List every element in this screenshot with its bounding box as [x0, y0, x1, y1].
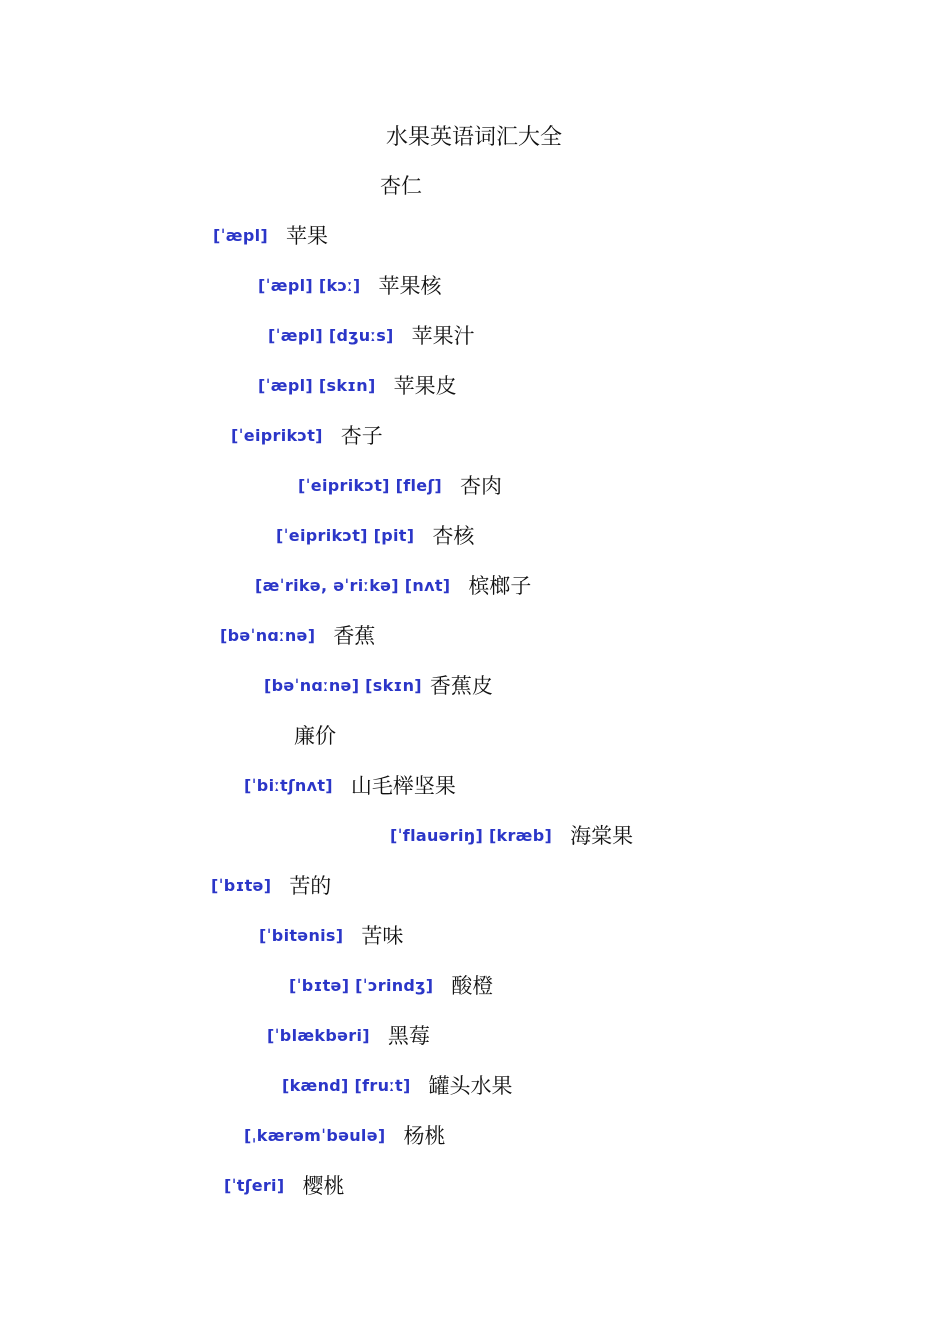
chinese-term: 香蕉: [333, 624, 376, 648]
list-item: [294, 720, 336, 750]
phonetic-transcription: [bəˈnɑːnə]: [220, 625, 316, 645]
phonetic-transcription: [ˈflauəriŋ] [kræb]: [390, 825, 553, 845]
chinese-term: 苹果核: [378, 274, 442, 298]
chinese-term: 杨桃: [403, 1124, 446, 1148]
chinese-term: 苦味: [361, 924, 404, 948]
phonetic-transcription: [ˈæpl]: [213, 225, 269, 245]
chinese-term: 槟榔子: [468, 574, 532, 598]
list-item: [258, 370, 457, 400]
chinese-term: 杏子: [340, 424, 383, 448]
list-item: [244, 770, 456, 800]
list-item: [213, 220, 328, 250]
list-item: [298, 470, 502, 500]
list-item: [258, 270, 442, 300]
phonetic-transcription: [ˈæpl] [dʒuːs]: [268, 325, 394, 345]
phonetic-transcription: [bəˈnɑːnə] [skɪn]: [264, 675, 422, 695]
chinese-term: 酸橙: [451, 974, 494, 998]
list-item: [276, 520, 474, 550]
list-item: [282, 1070, 513, 1100]
phonetic-transcription: [ˈeiprikɔt]: [231, 425, 323, 445]
list-item: [224, 1170, 344, 1200]
list-item: [268, 320, 475, 350]
phonetic-transcription: [ˈeiprikɔt] [fleʃ]: [298, 475, 442, 495]
phonetic-transcription: [kænd] [fruːt]: [282, 1075, 411, 1095]
phonetic-transcription: [ˈæpl] [kɔː]: [258, 275, 361, 295]
chinese-term: 黑莓: [387, 1024, 430, 1048]
chinese-term: 杏仁: [380, 174, 422, 198]
phonetic-transcription: [ˈbɪtə]: [211, 875, 272, 895]
phonetic-transcription: [ˈbɪtə] [ˈɔrindʒ]: [289, 975, 434, 995]
list-item: [390, 820, 633, 850]
chinese-term: 海棠果: [570, 824, 634, 848]
chinese-term: 苹果皮: [393, 374, 457, 398]
list-item: [380, 170, 422, 200]
phonetic-transcription: [ˈblækbəri]: [267, 1025, 370, 1045]
list-item: [264, 670, 493, 700]
chinese-term: 杏核: [432, 524, 475, 548]
list-item: [220, 620, 375, 650]
chinese-term: 苦的: [289, 874, 332, 898]
phonetic-transcription: [ˈeiprikɔt] [pit]: [276, 525, 415, 545]
chinese-term: 杏肉: [460, 474, 502, 498]
phonetic-transcription: [ˈtʃeri]: [224, 1175, 285, 1195]
chinese-term: 廉价: [294, 724, 336, 748]
page-title: 水果英语词汇大全: [386, 125, 563, 150]
chinese-term: 香蕉皮: [429, 674, 493, 698]
list-item: [259, 920, 403, 950]
chinese-term: 樱桃: [302, 1174, 345, 1198]
chinese-term: 山毛榉坚果: [350, 774, 456, 798]
list-item: [231, 420, 383, 450]
phonetic-transcription: [ˈæpl] [skɪn]: [258, 375, 376, 395]
phonetic-transcription: [æˈrikə, əˈriːkə] [nʌt]: [255, 575, 451, 595]
chinese-term: 苹果: [286, 224, 329, 248]
chinese-term: 罐头水果: [428, 1074, 513, 1098]
phonetic-transcription: [ˌkærəmˈbəulə]: [244, 1125, 386, 1145]
list-item: [267, 1020, 430, 1050]
list-item: [255, 570, 531, 600]
chinese-term: 苹果汁: [411, 324, 475, 348]
list-item: [289, 970, 493, 1000]
list-item: [211, 870, 331, 900]
phonetic-transcription: [ˈbitənis]: [259, 925, 344, 945]
phonetic-transcription: [ˈbiːtʃnʌt]: [244, 775, 333, 795]
list-item: [244, 1120, 445, 1150]
